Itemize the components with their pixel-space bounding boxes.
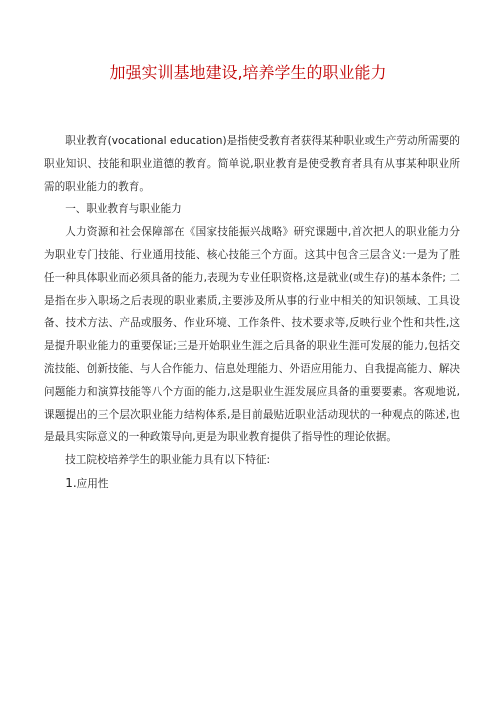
paragraph-career-ability: 人力资源和社会保障部在《国家技能振兴战略》研究课题中,首次把人的职业能力分为职业专门技能、行业通用技能、核心技能三个方面。这其中包含三层含义:一是为了胜任一种具体职业而必须具备的能力,表现为专业任职资格,这是就业(或生存)的基本条件; 二是指在步入职场之后表现的职业素质,主要涉及所从事的行业中相关的知识领域、工具设备、技术方法、产品或服务、作业环境、工作条件、技术要求等,反映行业个性和共性,这是提升职业能力的重要保证;三是开始职业生涯之后具备的职业生涯可发展的能力,包括交流技能、创新技能、与人合作能力、信息处理能力、外语应用能力、自我提高能力、解决问题能力和演算技能等八个方面的能力,这是职业生涯发展应具备的重要要素。客观地说,课题提出的三个层次职业能力结构体系,是目前最贴近职业活动现状的一种观点的陈述,也是最具实际意义的一种政策导向,更是为职业教育提供了指导性的理论依据。 bbox=[44, 226, 460, 444]
list-item bbox=[44, 472, 460, 496]
paragraph-intro: 职业教育(vocational education)是指使受教育者获得某种职业或生产劳动所需要的职业知识、技能和职业道德的教育。简单说,职业教育是使受教育者具有从事某种职业所需的职业能力的教育。 bbox=[44, 135, 460, 193]
list-item-text: 应用性 bbox=[76, 477, 109, 490]
paragraph-features-intro: 技工院校培养学生的职业能力具有以下特征: bbox=[65, 454, 271, 467]
document-title: 加强实训基地建设,培养学生的职业能力 bbox=[109, 63, 387, 82]
section-heading: 一、职业教育与职业能力 bbox=[65, 203, 182, 216]
list-item-number: 1. bbox=[65, 475, 77, 490]
document-body bbox=[44, 130, 460, 496]
